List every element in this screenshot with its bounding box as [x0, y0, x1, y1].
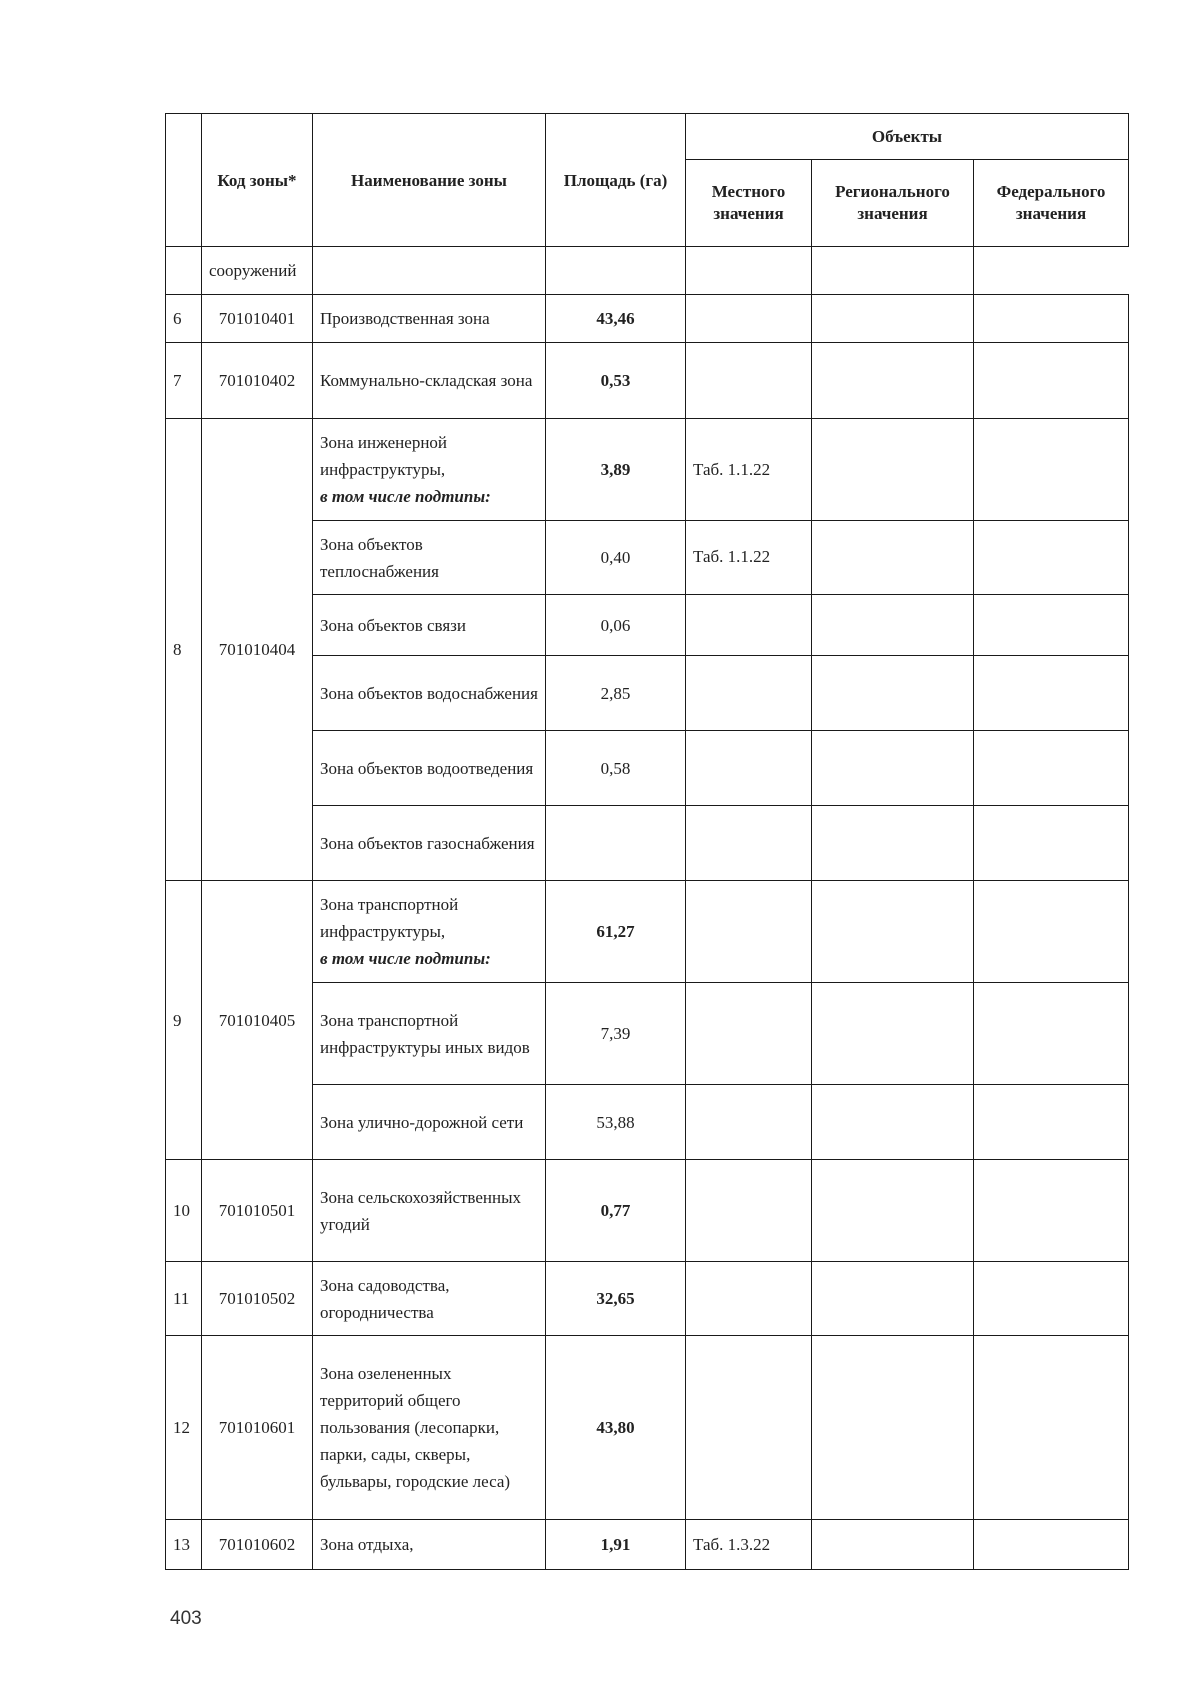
local-cell — [686, 1085, 812, 1160]
regional-cell — [812, 1085, 974, 1160]
header-local: Местного значения — [686, 160, 812, 247]
header-regional: Регионального значения — [812, 160, 974, 247]
name-cell: Производственная зона — [313, 295, 546, 343]
area-cell: 3,89 — [546, 419, 686, 521]
area-cell: 43,46 — [546, 295, 686, 343]
regional-cell — [812, 656, 974, 731]
regional-cell — [812, 295, 974, 343]
federal-cell — [974, 881, 1129, 983]
regional-cell — [812, 983, 974, 1085]
table-row — [166, 295, 1129, 343]
area-cell: 0,53 — [546, 343, 686, 419]
table-row — [166, 247, 1129, 295]
local-cell — [686, 881, 812, 983]
area-cell: 32,65 — [546, 1262, 686, 1336]
area-cell — [313, 247, 546, 295]
federal-cell — [974, 419, 1129, 521]
name-cell: Зона озелененных территорий общего пользования (лесопарки, парки, сады, скверы, бульвары, городские леса) — [313, 1336, 546, 1520]
local-cell — [686, 806, 812, 881]
code-cell: 701010401 — [202, 295, 313, 343]
header-num — [166, 114, 202, 247]
local-cell — [686, 343, 812, 419]
zones-table — [165, 113, 1129, 1570]
name-cell: Коммунально-складская зона — [313, 343, 546, 419]
table-row — [166, 419, 1129, 521]
federal-cell — [974, 595, 1129, 656]
name-cell: Зона улично-дорожной сети — [313, 1085, 546, 1160]
code-cell: 701010602 — [202, 1520, 313, 1570]
federal-cell — [974, 1262, 1129, 1336]
num-cell: 7 — [166, 343, 202, 419]
area-cell: 43,80 — [546, 1336, 686, 1520]
subtypes-label: в том числе подтипы: — [320, 487, 491, 506]
name-cell: сооружений — [202, 247, 313, 295]
table-row — [166, 1520, 1129, 1570]
name-cell: Зона сельскохозяйственных угодий — [313, 1160, 546, 1262]
federal-cell — [974, 1520, 1129, 1570]
regional-cell — [812, 1336, 974, 1520]
regional-cell — [812, 1520, 974, 1570]
local-cell — [686, 1336, 812, 1520]
local-cell — [686, 1262, 812, 1336]
area-cell: 0,77 — [546, 1160, 686, 1262]
name-cell: Зона объектов водоотведения — [313, 731, 546, 806]
regional-cell — [812, 1160, 974, 1262]
name-cell: Зона садоводства, огородничества — [313, 1262, 546, 1336]
code-cell: 701010404 — [202, 419, 313, 881]
federal-cell — [974, 295, 1129, 343]
name-cell — [313, 419, 546, 521]
name-cell: Зона объектов газоснабжения — [313, 806, 546, 881]
table-row — [166, 1336, 1129, 1520]
num-cell: 11 — [166, 1262, 202, 1336]
code-cell: 701010601 — [202, 1336, 313, 1520]
table-row — [166, 881, 1129, 983]
num-cell: 12 — [166, 1336, 202, 1520]
num-cell: 8 — [166, 419, 202, 881]
regional-cell — [812, 731, 974, 806]
federal-cell — [974, 1085, 1129, 1160]
num-cell: 10 — [166, 1160, 202, 1262]
header-objects: Объекты — [686, 114, 1129, 160]
name-cell — [313, 881, 546, 983]
name-cell: Зона отдыха, — [313, 1520, 546, 1570]
num-cell: 13 — [166, 1520, 202, 1570]
name-cell: Зона объектов водоснабжения — [313, 656, 546, 731]
federal-cell — [974, 656, 1129, 731]
local-cell: Таб. 1.1.22 — [686, 521, 812, 595]
local-cell — [686, 595, 812, 656]
local-cell: Таб. 1.3.22 — [686, 1520, 812, 1570]
code-cell: 701010405 — [202, 881, 313, 1160]
area-cell: 53,88 — [546, 1085, 686, 1160]
num-cell: 6 — [166, 295, 202, 343]
num-cell: 9 — [166, 881, 202, 1160]
regional-cell — [812, 343, 974, 419]
regional-cell — [812, 419, 974, 521]
header-federal: Федерального значения — [974, 160, 1129, 247]
local-cell — [686, 983, 812, 1085]
area-cell: 2,85 — [546, 656, 686, 731]
local-cell — [686, 656, 812, 731]
table-row — [166, 1262, 1129, 1336]
name-cell: Зона объектов теплоснабжения — [313, 521, 546, 595]
code-cell: 701010402 — [202, 343, 313, 419]
code-cell: 701010501 — [202, 1160, 313, 1262]
federal-cell — [974, 521, 1129, 595]
area-cell: 0,58 — [546, 731, 686, 806]
page-number: 403 — [170, 1608, 202, 1629]
regional-cell — [812, 595, 974, 656]
zone-name: Зона инженерной инфраструктуры, — [320, 433, 448, 479]
area-cell: 0,40 — [546, 521, 686, 595]
code-cell — [166, 247, 202, 295]
regional-cell — [812, 806, 974, 881]
local-cell — [686, 295, 812, 343]
header-code: Код зоны* — [202, 114, 313, 247]
area-cell: 7,39 — [546, 983, 686, 1085]
regional-cell — [686, 247, 812, 295]
code-cell: 701010502 — [202, 1262, 313, 1336]
federal-cell — [974, 731, 1129, 806]
regional-cell — [812, 521, 974, 595]
local-cell — [686, 731, 812, 806]
header-row — [166, 114, 1129, 160]
federal-cell — [812, 247, 974, 295]
zone-name: Зона транспортной инфраструктуры, — [320, 895, 459, 941]
table-row — [166, 1160, 1129, 1262]
table-row — [166, 343, 1129, 419]
local-cell — [546, 247, 686, 295]
area-cell: 1,91 — [546, 1520, 686, 1570]
area-cell: 61,27 — [546, 881, 686, 983]
federal-cell — [974, 983, 1129, 1085]
federal-cell — [974, 343, 1129, 419]
local-cell: Таб. 1.1.22 — [686, 419, 812, 521]
regional-cell — [812, 1262, 974, 1336]
regional-cell — [812, 881, 974, 983]
federal-cell — [974, 806, 1129, 881]
name-cell: Зона объектов связи — [313, 595, 546, 656]
name-cell: Зона транспортной инфраструктуры иных видов — [313, 983, 546, 1085]
federal-cell — [974, 1336, 1129, 1520]
area-cell: 0,06 — [546, 595, 686, 656]
federal-cell — [974, 1160, 1129, 1262]
area-cell — [546, 806, 686, 881]
header-area: Площадь (га) — [546, 114, 686, 247]
local-cell — [686, 1160, 812, 1262]
subtypes-label: в том числе подтипы: — [320, 949, 491, 968]
header-name: Наименование зоны — [313, 114, 546, 247]
